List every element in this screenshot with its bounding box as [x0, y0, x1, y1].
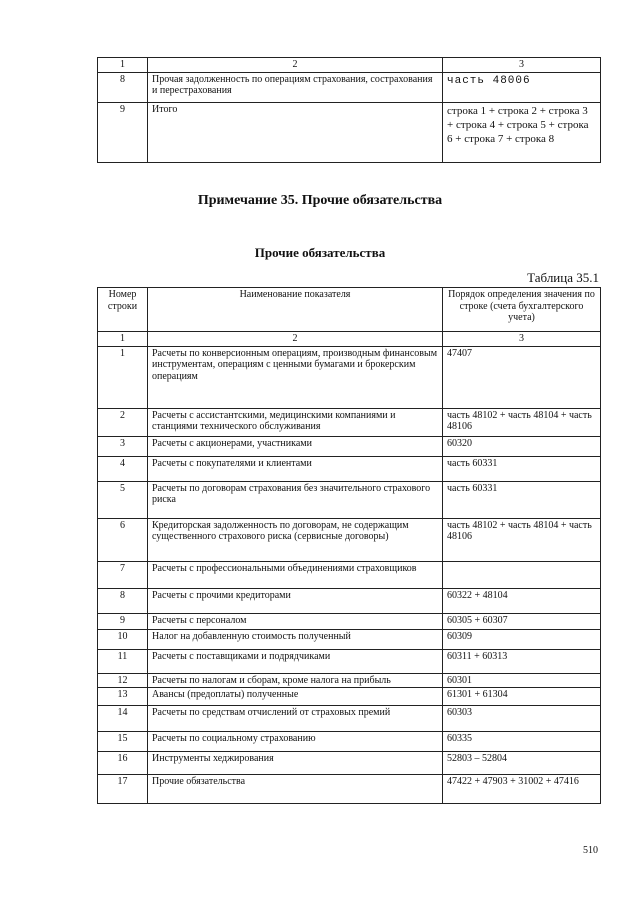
row-number: 11 — [98, 649, 148, 673]
table-row — [98, 688, 601, 706]
table-row — [98, 649, 601, 673]
row-number: 12 — [98, 673, 148, 688]
row-order: 60309 — [443, 629, 601, 649]
col-number: 2 — [148, 58, 443, 73]
row-name: Итого — [148, 102, 443, 162]
table-row — [98, 436, 601, 456]
row-name: Инструменты хеджирования — [148, 752, 443, 775]
row-number: 13 — [98, 688, 148, 706]
table-row — [98, 72, 601, 102]
row-number: 9 — [98, 613, 148, 629]
row-order: 52803 – 52804 — [443, 752, 601, 775]
row-number: 5 — [98, 481, 148, 518]
note-title: Примечание 35. Прочие обязательства — [197, 193, 443, 208]
header-number: Номер строки — [98, 288, 148, 332]
table-row — [98, 408, 601, 436]
row-name: Расчеты по средствам отчислений от страховых премий — [148, 706, 443, 732]
row-number: 2 — [98, 408, 148, 436]
row-number: 4 — [98, 456, 148, 481]
row-order: 60320 — [443, 436, 601, 456]
row-number: 8 — [98, 588, 148, 613]
col-number: 1 — [98, 58, 148, 73]
row-order: 61301 + 61304 — [443, 688, 601, 706]
row-number: 17 — [98, 775, 148, 804]
table-row — [98, 706, 601, 732]
table-number-row — [98, 332, 601, 347]
table-main — [97, 287, 601, 804]
row-order: 60301 — [443, 673, 601, 688]
table-label: Таблица 35.1 — [527, 270, 599, 285]
table-row — [98, 346, 601, 408]
table-row — [98, 518, 601, 561]
table-row — [98, 775, 601, 804]
table-row — [98, 752, 601, 775]
row-order: часть 60331 — [443, 481, 601, 518]
row-name: Авансы (предоплаты) полученные — [148, 688, 443, 706]
table-row — [98, 481, 601, 518]
row-name: Расчеты с прочими кредиторами — [148, 588, 443, 613]
table-top-number-row — [98, 58, 601, 73]
table-row — [98, 732, 601, 752]
row-name: Расчеты по договорам страхования без значительного страхового риска — [148, 481, 443, 518]
table-row — [98, 673, 601, 688]
row-name: Расчеты по налогам и сборам, кроме налога на прибыль — [148, 673, 443, 688]
row-order: строка 1 + строка 2 + строка 3 + строка 4 + строка 5 + строка 6 + строка 7 + строка 8 — [443, 102, 601, 162]
row-name: Расчеты с профессиональными объединениями страховщиков — [148, 561, 443, 588]
col-number: 1 — [98, 332, 148, 347]
row-order: 60335 — [443, 732, 601, 752]
row-name: Расчеты по социальному страхованию — [148, 732, 443, 752]
row-number: 1 — [98, 346, 148, 408]
row-name: Прочие обязательства — [148, 775, 443, 804]
row-name: Расчеты с поставщиками и подрядчиками — [148, 649, 443, 673]
table-row — [98, 613, 601, 629]
table-top — [97, 57, 601, 163]
row-name: Прочая задолженность по операциям страхования, сострахования и перестрахования — [148, 72, 443, 102]
table-header-row — [98, 288, 601, 332]
row-number: 3 — [98, 436, 148, 456]
row-name: Кредиторская задолженность по договорам, не содержащим существенного страхового риска (сервисные договоры) — [148, 518, 443, 561]
row-order: 60322 + 48104 — [443, 588, 601, 613]
row-number: 8 — [98, 72, 148, 102]
row-number: 9 — [98, 102, 148, 162]
col-number: 2 — [148, 332, 443, 347]
page-number: 510 — [583, 845, 598, 856]
section-title: Прочие обязательства — [254, 245, 386, 260]
row-order — [443, 561, 601, 588]
row-number: 10 — [98, 629, 148, 649]
row-order: часть 48006 — [443, 72, 601, 102]
row-name: Расчеты с покупателями и клиентами — [148, 456, 443, 481]
col-number: 3 — [443, 332, 601, 347]
row-name: Расчеты с ассистантскими, медицинскими компаниями и станциями технического обслуживания — [148, 408, 443, 436]
row-name: Расчеты по конверсионным операциям, производным финансовым инструментам, операциям с ценными бумагами и брокерским операциям — [148, 346, 443, 408]
row-number: 14 — [98, 706, 148, 732]
row-number: 15 — [98, 732, 148, 752]
row-order: часть 60331 — [443, 456, 601, 481]
row-order: часть 48102 + часть 48104 + часть 48106 — [443, 408, 601, 436]
row-order: 60303 — [443, 706, 601, 732]
row-number: 7 — [98, 561, 148, 588]
row-order: 60311 + 60313 — [443, 649, 601, 673]
row-name: Расчеты с персоналом — [148, 613, 443, 629]
row-order: 47407 — [443, 346, 601, 408]
row-order: часть 48102 + часть 48104 + часть 48106 — [443, 518, 601, 561]
table-row — [98, 456, 601, 481]
table-row — [98, 102, 601, 162]
table-row — [98, 629, 601, 649]
table-row — [98, 561, 601, 588]
header-name: Наименование показателя — [148, 288, 443, 332]
header-order: Порядок определения значения по строке (счета бухгалтерского учета) — [443, 288, 601, 332]
row-name: Налог на добавленную стоимость полученный — [148, 629, 443, 649]
row-order: 60305 + 60307 — [443, 613, 601, 629]
row-number: 6 — [98, 518, 148, 561]
table-row — [98, 588, 601, 613]
row-order: 47422 + 47903 + 31002 + 47416 — [443, 775, 601, 804]
row-name: Расчеты с акционерами, участниками — [148, 436, 443, 456]
col-number: 3 — [443, 58, 601, 73]
row-number: 16 — [98, 752, 148, 775]
